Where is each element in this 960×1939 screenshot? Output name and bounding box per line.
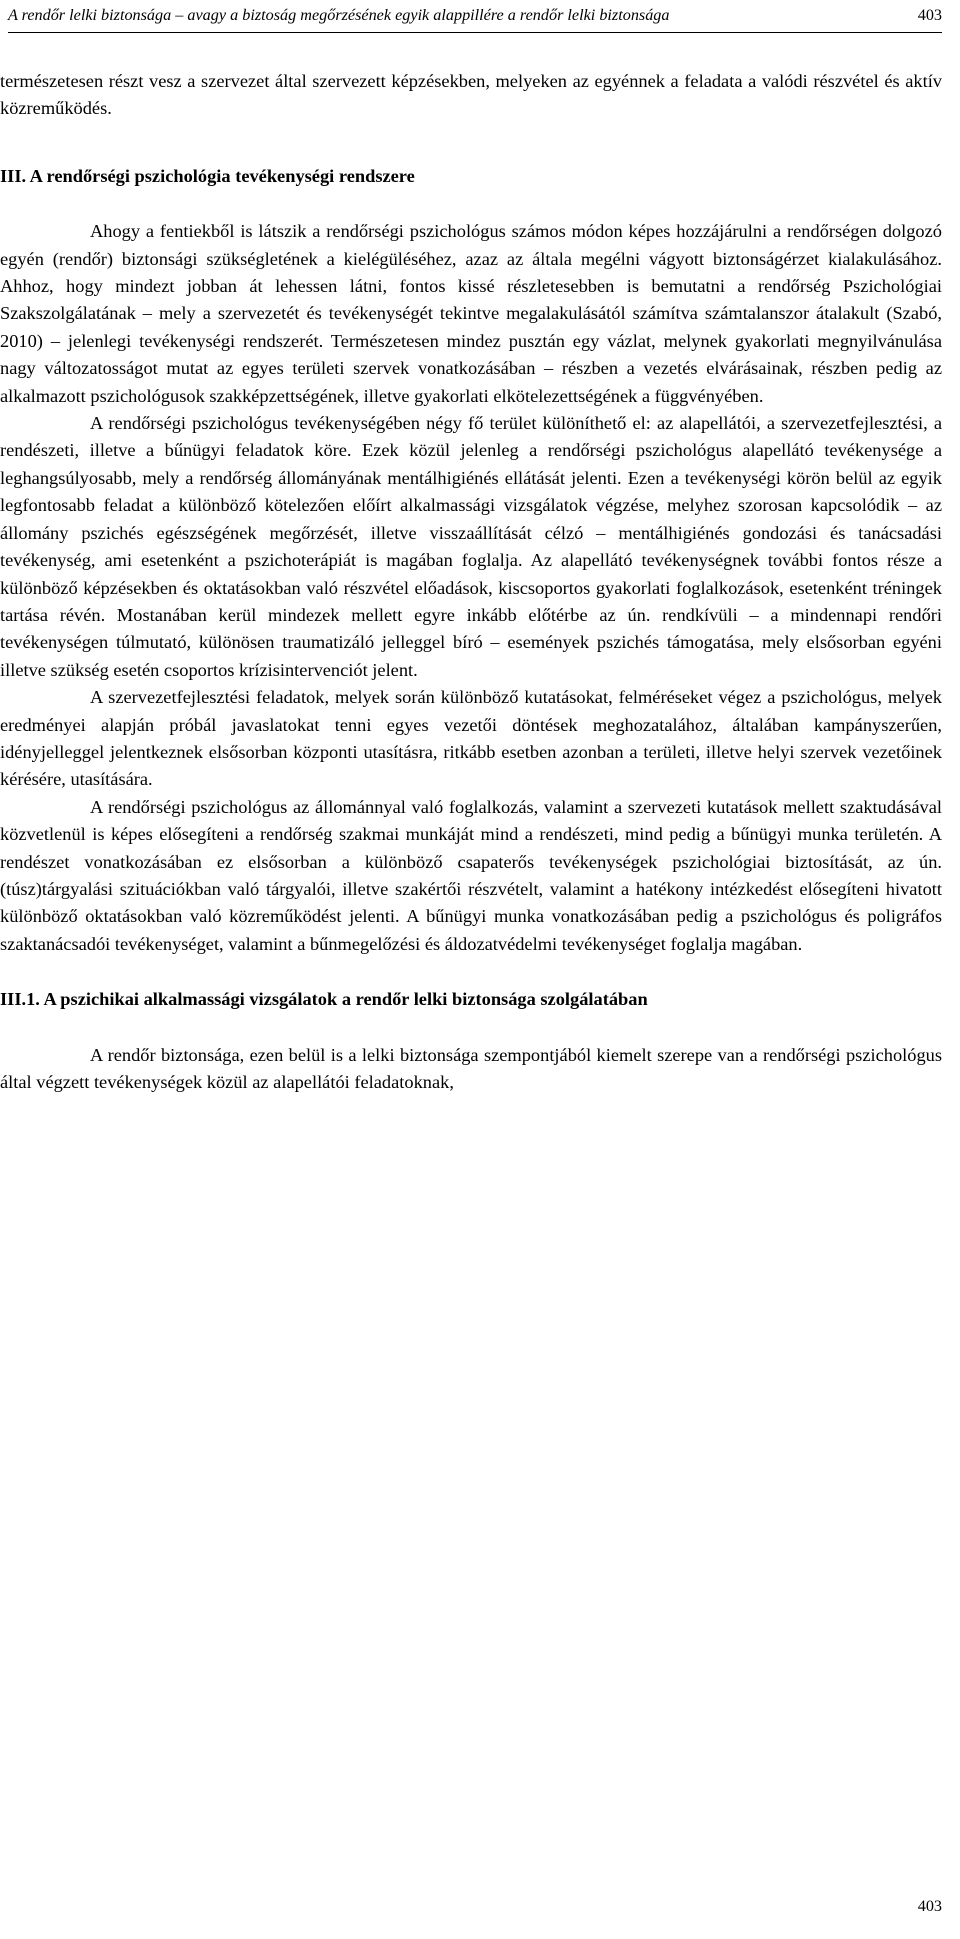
intro-paragraph: természetesen részt vesz a szervezet által szervezett képzésekben, melyeken az egyénnek a feladata a valódi részvétel és aktív közreműködés.	[0, 71, 942, 119]
section3-paragraph-3: A szervezetfejlesztési feladatok, melyek során különböző kutatásokat, felméréseket végez a pszichológus, melyek eredményei alapján próbál javaslatokat tenni egyes vezetői döntések meghozatalához, általában kampányszerűen, idényjelleggel jelentkeznek elsősorban központi utasításra, ritkább esetben azonban a területi, illetve helyi szervek vezetőinek kérésére, utasítására.	[0, 687, 942, 790]
running-header	[8, 0, 942, 33]
section3-paragraph-2: A rendőrségi pszichológus tevékenységében négy fő terület különíthető el: az alapellátói, a szervezetfejlesztési, a rendészeti, illetve a bűnügyi feladatok köre. Ezek közül jelenleg a rendőrségi pszichológus alapellátó tevékenysége a leghangsúlyosabb, mely a rendőrség állományának mentálhigiénés ellátását jelenti. Ezen a tevékenységi körön belül az egyik legfontosabb feladat a különböző kötelezően előírt alkalmassági vizsgálatok végzése, melyhez szorosan kapcsolódik – az állomány pszichés egészségének megőrzését, illetve visszaállítását célzó – mentálhigiénés gondozási és tanácsadási tevékenység, ami esetenként a pszichoterápiát is magában foglalja. Az alapellátó tevékenységnek további fontos része a különböző képzésekben és oktatásokban való részvétel előadások, kiscsoportos gyakorlati foglalkozások, esetenként tréningek tartása révén. Mostanában kerül mindezek mellett egyre inkább előtérbe az ún. rendkívüli – a mindennapi rendőri tevékenységen túlmutató, különösen traumatizáló jelleggel bíró – események pszichés támogatása, mely elsősorban egyéni illetve szükség esetén csoportos krízisintervenciót jelent.	[0, 413, 942, 680]
footer-page-number: 403	[917, 1897, 942, 1915]
section3-paragraph-1: Ahogy a fentiekből is látszik a rendőrségi pszichológus számos módon képes hozzájárulni a rendőrségen dolgozó egyén (rendőr) biztonsági szükségletének a kielégüléséhez, azaz az általa megélni vágyott biztonságérzet kialakulásához. Ahhoz, hogy mindezt jobban át lehessen látni, fontos kissé részletesebben is bemutatni a rendőrség Pszichológiai Szakszolgálatának – mely a szervezetét és tevékenységét tekintve megalakulásától számítva számtalanszor átalakult (Szabó, 2010) – jelenlegi tevékenységi rendszerét. Természetesen mindez pusztán egy vázlat, melynek gyakorlati megnyilvánulása nagy változatosságot mutat az egyes területi szervek vonatkozásában – részben a vezetés elvárásainak, részben pedig az alkalmazott pszichológusok szakképzettségének, illetve gyakorlati elkötelezettségének a függvényében.	[0, 221, 942, 406]
running-title: A rendőr lelki biztonsága – avagy a biztoság megőrzésének egyik alappillére a rendőr lelki biztonsága	[8, 6, 670, 24]
section31-paragraph-1: A rendőr biztonsága, ezen belül is a lelki biztonsága szempontjából kiemelt szerepe van a rendőrségi pszichológus által végzett tevékenységek közül az alapellátói feladatoknak,	[0, 1044, 942, 1092]
section-heading-3-1: III.1. A pszichikai alkalmassági vizsgálatok a rendőr lelki biztonsága szolgálatában	[0, 989, 648, 1010]
header-page-number: 403	[917, 6, 942, 24]
page-body	[0, 52, 942, 1096]
section-heading-3: III. A rendőrségi pszichológia tevékenységi rendszere	[0, 165, 415, 186]
section3-paragraph-4: A rendőrségi pszichológus az állománnyal való foglalkozás, valamint a szervezeti kutatások mellett szaktudásával közvetlenül is képes elősegíteni a rendőrség szakmai munkáját mind a rendészeti, mind pedig a bűnügyi munka területén. A rendészet vonatkozásában ez elsősorban a különböző csapaterős tevékenységek pszichológiai biztosítását, az ún. (túsz)tárgyalási szituációkban való tárgyalói, illetve szakértői részvételt, valamint a hatékony intézkedést elősegíteni hivatott különböző oktatásokban való közreműködést jelenti. A bűnügyi munka vonatkozásában pedig a pszichológus és poligráfos szaktanácsadói tevékenységet, valamint a bűnmegelőzési és áldozatvédelmi tevékenységet foglalja magában.	[0, 796, 942, 954]
